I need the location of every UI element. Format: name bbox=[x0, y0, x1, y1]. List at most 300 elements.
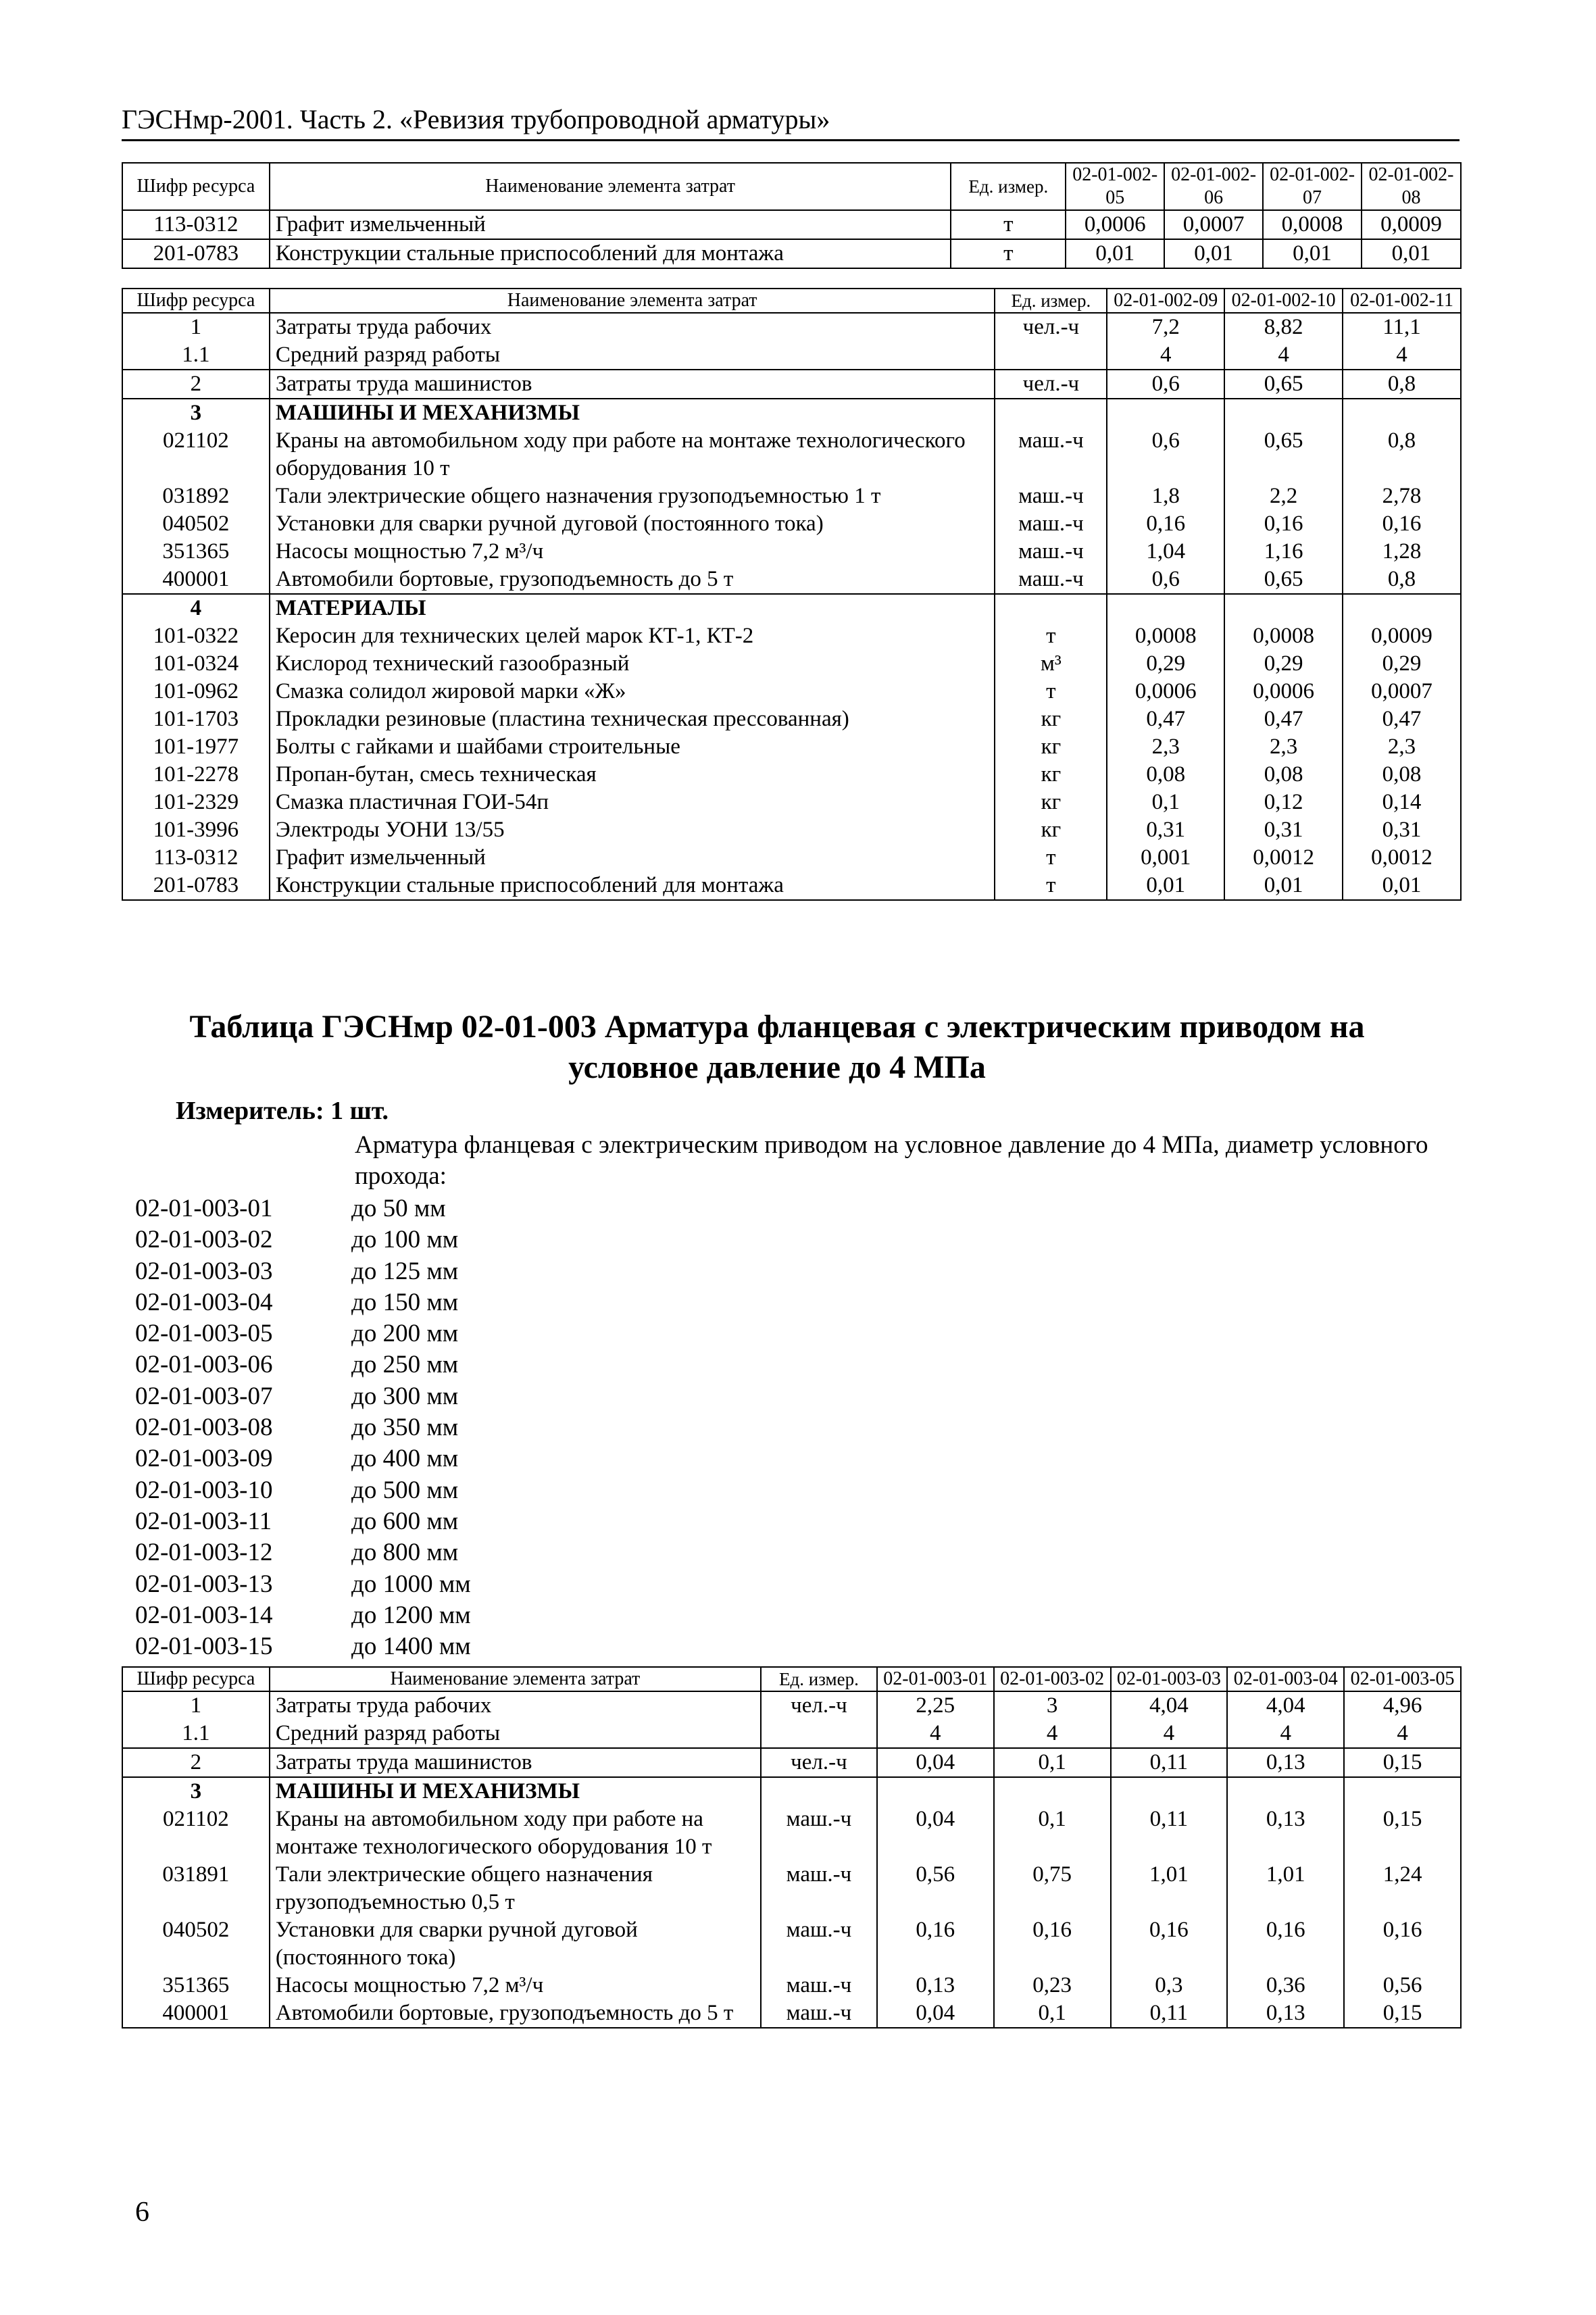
code-list bbox=[135, 1193, 471, 1662]
resource-value: 0,01 bbox=[1343, 872, 1461, 900]
item-code: 02-01-003-10 bbox=[135, 1476, 273, 1504]
resource-name: Насосы мощностью 7,2 м³/ч bbox=[270, 1972, 761, 1999]
table-row bbox=[122, 510, 1461, 538]
resource-value: 0,16 bbox=[994, 1916, 1111, 1972]
list-item bbox=[135, 1224, 471, 1255]
table-row bbox=[122, 872, 1461, 900]
resource-value: 0,29 bbox=[1343, 650, 1461, 678]
resource-unit bbox=[761, 1720, 877, 1748]
list-item bbox=[135, 1443, 471, 1474]
list-item bbox=[135, 1287, 471, 1318]
resource-unit: т bbox=[951, 210, 1066, 239]
resource-code: 113-0312 bbox=[122, 844, 270, 872]
resource-code: 1 bbox=[122, 1691, 270, 1720]
resource-unit: маш.-ч bbox=[761, 1861, 877, 1916]
resource-value: 0,56 bbox=[1344, 1972, 1461, 1999]
resource-value: 0,11 bbox=[1111, 1999, 1228, 2028]
resource-unit: т bbox=[995, 872, 1107, 900]
resource-value: 2,3 bbox=[1224, 733, 1343, 761]
resource-value: 0,15 bbox=[1344, 1999, 1461, 2028]
list-item bbox=[135, 1381, 471, 1412]
resource-code: 101-1977 bbox=[122, 733, 270, 761]
resource-unit: кг bbox=[995, 761, 1107, 789]
resource-value: 0,0009 bbox=[1362, 210, 1461, 239]
item-label: до 250 мм bbox=[351, 1351, 459, 1379]
table-row bbox=[122, 1777, 1461, 1806]
resource-unit: маш.-ч bbox=[995, 427, 1107, 482]
table-row bbox=[122, 1720, 1461, 1748]
resource-code: 1.1 bbox=[122, 1720, 270, 1748]
resource-value: 0,47 bbox=[1343, 705, 1461, 733]
resource-value: 0,13 bbox=[1227, 1748, 1344, 1777]
resource-value: 0,01 bbox=[1263, 239, 1362, 268]
resource-value: 0,6 bbox=[1107, 566, 1224, 594]
section-title-line2: условное давление до 4 МПа bbox=[568, 1049, 986, 1085]
resource-code: 113-0312 bbox=[122, 210, 270, 239]
resource-unit: т bbox=[951, 239, 1066, 268]
resource-value bbox=[994, 1777, 1111, 1806]
resource-code: 101-2278 bbox=[122, 761, 270, 789]
resource-code: 031891 bbox=[122, 1861, 270, 1916]
resource-value: 0,8 bbox=[1343, 427, 1461, 482]
table-row bbox=[122, 705, 1461, 733]
resource-value: 0,36 bbox=[1227, 1972, 1344, 1999]
resource-value: 0,13 bbox=[1227, 1806, 1344, 1861]
list-item bbox=[135, 1412, 471, 1443]
table-row bbox=[122, 594, 1461, 622]
table-row bbox=[122, 538, 1461, 566]
column-header: 02-01-002-09 bbox=[1107, 289, 1224, 313]
resource-value: 2,3 bbox=[1343, 733, 1461, 761]
resource-code: 031892 bbox=[122, 482, 270, 510]
list-item bbox=[135, 1349, 471, 1380]
resource-name: Смазка солидол жировой марки «Ж» bbox=[270, 678, 995, 705]
resource-value: 2,2 bbox=[1224, 482, 1343, 510]
column-header: 02-01-002-07 bbox=[1263, 163, 1362, 210]
resource-unit: кг bbox=[995, 733, 1107, 761]
resource-name: Насосы мощностью 7,2 м³/ч bbox=[270, 538, 995, 566]
resource-value: 0,001 bbox=[1107, 844, 1224, 872]
resource-unit: маш.-ч bbox=[761, 1972, 877, 1999]
item-label: до 500 мм bbox=[351, 1476, 459, 1504]
resource-value: 4 bbox=[877, 1720, 994, 1748]
resource-value: 1,16 bbox=[1224, 538, 1343, 566]
resource-code: 400001 bbox=[122, 566, 270, 594]
column-header: Ед. измер. bbox=[951, 163, 1066, 210]
resource-value: 0,31 bbox=[1107, 816, 1224, 844]
resource-value: 0,16 bbox=[877, 1916, 994, 1972]
resource-table-3 bbox=[122, 1666, 1462, 2028]
resource-value: 0,0007 bbox=[1164, 210, 1263, 239]
resource-table-2 bbox=[122, 288, 1462, 901]
resource-value: 0,8 bbox=[1343, 370, 1461, 399]
resource-value: 4 bbox=[1224, 341, 1343, 370]
table-row bbox=[122, 482, 1461, 510]
resource-unit: маш.-ч bbox=[761, 1806, 877, 1861]
item-label: до 800 мм bbox=[351, 1539, 459, 1567]
resource-value: 4,96 bbox=[1344, 1691, 1461, 1720]
resource-name: МАШИНЫ И МЕХАНИЗМЫ bbox=[270, 1777, 761, 1806]
section-description: Арматура фланцевая с электрическим приводом на условное давление до 4 МПа, диаметр условного прохода: bbox=[355, 1131, 1428, 1190]
resource-unit: кг bbox=[995, 705, 1107, 733]
resource-value: 0,14 bbox=[1343, 789, 1461, 816]
resource-value: 0,16 bbox=[1343, 510, 1461, 538]
item-label: до 150 мм bbox=[351, 1288, 459, 1316]
resource-unit: маш.-ч bbox=[761, 1999, 877, 2028]
resource-unit: чел.-ч bbox=[995, 313, 1107, 341]
resource-value: 0,56 bbox=[877, 1861, 994, 1916]
resource-name: Затраты труда машинистов bbox=[270, 370, 995, 399]
resource-value: 0,12 bbox=[1224, 789, 1343, 816]
resource-value: 0,01 bbox=[1224, 872, 1343, 900]
item-code: 02-01-003-06 bbox=[135, 1351, 273, 1379]
item-code: 02-01-003-03 bbox=[135, 1257, 273, 1285]
resource-value bbox=[1224, 399, 1343, 427]
resource-value: 0,0006 bbox=[1066, 210, 1164, 239]
resource-value: 1,04 bbox=[1107, 538, 1224, 566]
resource-value: 0,16 bbox=[1224, 510, 1343, 538]
resource-value: 0,11 bbox=[1111, 1748, 1228, 1777]
page-header: ГЭСНмр-2001. Часть 2. «Ревизия трубопроводной арматуры» bbox=[122, 103, 1460, 141]
resource-code: 1.1 bbox=[122, 341, 270, 370]
table-header-row bbox=[122, 163, 1461, 210]
resource-code: 021102 bbox=[122, 427, 270, 482]
item-code: 02-01-003-07 bbox=[135, 1382, 273, 1410]
column-header: 02-01-002-05 bbox=[1066, 163, 1164, 210]
table-row bbox=[122, 399, 1461, 427]
item-label: до 1000 мм bbox=[351, 1570, 471, 1598]
section-title bbox=[135, 1007, 1419, 1088]
resource-value: 0,0012 bbox=[1224, 844, 1343, 872]
resource-value: 0,29 bbox=[1107, 650, 1224, 678]
resource-value: 0,6 bbox=[1107, 370, 1224, 399]
item-code: 02-01-003-11 bbox=[135, 1507, 272, 1535]
resource-value: 0,01 bbox=[1066, 239, 1164, 268]
resource-code: 2 bbox=[122, 370, 270, 399]
list-item bbox=[135, 1600, 471, 1631]
resource-value: 2,3 bbox=[1107, 733, 1224, 761]
resource-name: Электроды УОНИ 13/55 bbox=[270, 816, 995, 844]
resource-value: 0,75 bbox=[994, 1861, 1111, 1916]
column-header: 02-01-002-08 bbox=[1362, 163, 1461, 210]
column-header: Наименование элемента затрат bbox=[270, 1667, 761, 1691]
resource-code: 101-0322 bbox=[122, 622, 270, 650]
item-code: 02-01-003-15 bbox=[135, 1633, 273, 1661]
resource-name: Болты с гайками и шайбами строительные bbox=[270, 733, 995, 761]
list-item bbox=[135, 1537, 471, 1568]
item-code: 02-01-003-02 bbox=[135, 1226, 273, 1254]
resource-name: Керосин для технических целей марок КТ-1, КТ-2 bbox=[270, 622, 995, 650]
resource-unit: маш.-ч bbox=[995, 538, 1107, 566]
item-code: 02-01-003-08 bbox=[135, 1414, 273, 1442]
item-label: до 50 мм bbox=[351, 1195, 446, 1222]
resource-value: 0,1 bbox=[1107, 789, 1224, 816]
table-row bbox=[122, 427, 1461, 482]
column-header: 02-01-002-06 bbox=[1164, 163, 1263, 210]
resource-name: Конструкции стальные приспособлений для монтажа bbox=[270, 239, 951, 268]
resource-name: Пропан-бутан, смесь техническая bbox=[270, 761, 995, 789]
resource-code: 040502 bbox=[122, 1916, 270, 1972]
item-label: до 100 мм bbox=[351, 1226, 459, 1254]
column-header: Шифр ресурса bbox=[122, 1667, 270, 1691]
resource-value: 0,08 bbox=[1224, 761, 1343, 789]
table-row bbox=[122, 844, 1461, 872]
column-header: Шифр ресурса bbox=[122, 163, 270, 210]
resource-value: 0,0009 bbox=[1343, 622, 1461, 650]
resource-value: 1,28 bbox=[1343, 538, 1461, 566]
resource-unit: т bbox=[995, 844, 1107, 872]
resource-code: 3 bbox=[122, 1777, 270, 1806]
item-label: до 1400 мм bbox=[351, 1633, 471, 1661]
table-row bbox=[122, 566, 1461, 594]
resource-value: 0,16 bbox=[1107, 510, 1224, 538]
resource-value: 7,2 bbox=[1107, 313, 1224, 341]
resource-name: Установки для сварки ручной дуговой (постоянного тока) bbox=[270, 510, 995, 538]
table-row bbox=[122, 1999, 1461, 2028]
resource-value: 4 bbox=[1111, 1720, 1228, 1748]
resource-value: 0,15 bbox=[1344, 1748, 1461, 1777]
column-header: 02-01-003-01 bbox=[877, 1667, 994, 1691]
column-header: Наименование элемента затрат bbox=[270, 163, 951, 210]
table-row bbox=[122, 341, 1461, 370]
resource-value: 0,16 bbox=[1227, 1916, 1344, 1972]
resource-code: 1 bbox=[122, 313, 270, 341]
resource-value bbox=[1111, 1777, 1228, 1806]
resource-name: Краны на автомобильном ходу при работе на монтаже технологического оборудования 10 т bbox=[270, 427, 995, 482]
resource-value: 4 bbox=[1344, 1720, 1461, 1748]
resource-value: 0,16 bbox=[1344, 1916, 1461, 1972]
page-number: 6 bbox=[135, 2197, 149, 2228]
resource-value: 4 bbox=[1107, 341, 1224, 370]
resource-value: 0,15 bbox=[1344, 1806, 1461, 1861]
item-code: 02-01-003-13 bbox=[135, 1570, 273, 1598]
resource-code: 201-0783 bbox=[122, 239, 270, 268]
resource-value: 0,16 bbox=[1111, 1916, 1228, 1972]
resource-name: Средний разряд работы bbox=[270, 341, 995, 370]
column-header: Шифр ресурса bbox=[122, 289, 270, 313]
resource-name: Графит измельченный bbox=[270, 210, 951, 239]
resource-unit: чел.-ч bbox=[995, 370, 1107, 399]
meter-label: Измеритель: 1 шт. bbox=[176, 1097, 389, 1125]
resource-value: 11,1 bbox=[1343, 313, 1461, 341]
resource-unit: чел.-ч bbox=[761, 1748, 877, 1777]
resource-unit: маш.-ч bbox=[995, 566, 1107, 594]
resource-name: Графит измельченный bbox=[270, 844, 995, 872]
resource-unit bbox=[995, 341, 1107, 370]
table-header-row bbox=[122, 289, 1461, 313]
list-item bbox=[135, 1318, 471, 1349]
resource-value: 4,04 bbox=[1227, 1691, 1344, 1720]
resource-value bbox=[1344, 1777, 1461, 1806]
table-row bbox=[122, 1916, 1461, 1972]
table-row bbox=[122, 370, 1461, 399]
column-header: Ед. измер. bbox=[761, 1667, 877, 1691]
item-label: до 350 мм bbox=[351, 1414, 459, 1442]
item-code: 02-01-003-14 bbox=[135, 1601, 273, 1629]
resource-name: Затраты труда рабочих bbox=[270, 313, 995, 341]
resource-name: Автомобили бортовые, грузоподъемность до 5 т bbox=[270, 566, 995, 594]
table-row bbox=[122, 1972, 1461, 1999]
resource-unit: маш.-ч bbox=[761, 1916, 877, 1972]
resource-table-1 bbox=[122, 162, 1462, 269]
table-header-row bbox=[122, 1667, 1461, 1691]
resource-value: 0,08 bbox=[1343, 761, 1461, 789]
resource-value: 0,47 bbox=[1224, 705, 1343, 733]
list-item bbox=[135, 1569, 471, 1600]
resource-code: 101-0962 bbox=[122, 678, 270, 705]
resource-name: Тали электрические общего назначения грузоподъемностью 0,5 т bbox=[270, 1861, 761, 1916]
resource-value: 0,31 bbox=[1224, 816, 1343, 844]
resource-value: 0,11 bbox=[1111, 1806, 1228, 1861]
resource-name: Кислород технический газообразный bbox=[270, 650, 995, 678]
resource-unit: м³ bbox=[995, 650, 1107, 678]
list-item bbox=[135, 1506, 471, 1537]
resource-value: 0,31 bbox=[1343, 816, 1461, 844]
resource-value: 0,0007 bbox=[1343, 678, 1461, 705]
table-row bbox=[122, 622, 1461, 650]
resource-name: Конструкции стальные приспособлений для монтажа bbox=[270, 872, 995, 900]
resource-code: 040502 bbox=[122, 510, 270, 538]
resource-value: 0,3 bbox=[1111, 1972, 1228, 1999]
resource-unit bbox=[995, 594, 1107, 622]
resource-value: 0,1 bbox=[994, 1999, 1111, 2028]
item-label: до 400 мм bbox=[351, 1445, 459, 1473]
table-row bbox=[122, 210, 1461, 239]
list-item bbox=[135, 1475, 471, 1506]
resource-value: 0,8 bbox=[1343, 566, 1461, 594]
column-header: 02-01-002-10 bbox=[1224, 289, 1343, 313]
resource-code: 101-3996 bbox=[122, 816, 270, 844]
resource-value: 0,01 bbox=[1107, 872, 1224, 900]
resource-code: 021102 bbox=[122, 1806, 270, 1861]
item-code: 02-01-003-09 bbox=[135, 1445, 273, 1473]
resource-unit bbox=[761, 1777, 877, 1806]
resource-unit: т bbox=[995, 678, 1107, 705]
resource-value: 4 bbox=[994, 1720, 1111, 1748]
resource-value bbox=[1107, 594, 1224, 622]
resource-value: 0,0012 bbox=[1343, 844, 1461, 872]
resource-value: 0,0008 bbox=[1224, 622, 1343, 650]
resource-name: Смазка пластичная ГОИ-54п bbox=[270, 789, 995, 816]
resource-code: 101-2329 bbox=[122, 789, 270, 816]
resource-code: 351365 bbox=[122, 538, 270, 566]
resource-value: 0,04 bbox=[877, 1748, 994, 1777]
resource-code: 201-0783 bbox=[122, 872, 270, 900]
resource-value: 3 bbox=[994, 1691, 1111, 1720]
resource-value: 0,29 bbox=[1224, 650, 1343, 678]
resource-value: 4,04 bbox=[1111, 1691, 1228, 1720]
resource-value: 0,1 bbox=[994, 1748, 1111, 1777]
resource-value bbox=[1343, 594, 1461, 622]
column-header: 02-01-003-02 bbox=[994, 1667, 1111, 1691]
resource-unit: кг bbox=[995, 789, 1107, 816]
resource-value: 0,04 bbox=[877, 1806, 994, 1861]
resource-value: 0,47 bbox=[1107, 705, 1224, 733]
resource-name: МАШИНЫ И МЕХАНИЗМЫ bbox=[270, 399, 995, 427]
resource-value: 0,08 bbox=[1107, 761, 1224, 789]
item-code: 02-01-003-01 bbox=[135, 1195, 273, 1222]
table-row bbox=[122, 789, 1461, 816]
resource-value bbox=[877, 1777, 994, 1806]
resource-value: 0,0006 bbox=[1107, 678, 1224, 705]
resource-code: 351365 bbox=[122, 1972, 270, 1999]
resource-value bbox=[1107, 399, 1224, 427]
resource-value: 0,01 bbox=[1164, 239, 1263, 268]
table-row bbox=[122, 678, 1461, 705]
item-code: 02-01-003-04 bbox=[135, 1288, 273, 1316]
table-row bbox=[122, 650, 1461, 678]
resource-value: 0,0008 bbox=[1263, 210, 1362, 239]
column-header: 02-01-002-11 bbox=[1343, 289, 1461, 313]
resource-name: Затраты труда машинистов bbox=[270, 1748, 761, 1777]
resource-code: 3 bbox=[122, 399, 270, 427]
resource-value: 1,01 bbox=[1227, 1861, 1344, 1916]
resource-value: 0,1 bbox=[994, 1806, 1111, 1861]
resource-name: Прокладки резиновые (пластина техническая прессованная) bbox=[270, 705, 995, 733]
resource-unit: кг bbox=[995, 816, 1107, 844]
resource-unit bbox=[995, 399, 1107, 427]
resource-value bbox=[1227, 1777, 1344, 1806]
resource-value: 2,25 bbox=[877, 1691, 994, 1720]
resource-unit: маш.-ч bbox=[995, 482, 1107, 510]
resource-name: Тали электрические общего назначения грузоподъемностью 1 т bbox=[270, 482, 995, 510]
item-label: до 300 мм bbox=[351, 1382, 459, 1410]
resource-value: 4 bbox=[1227, 1720, 1344, 1748]
resource-value: 0,65 bbox=[1224, 566, 1343, 594]
resource-value: 0,13 bbox=[1227, 1999, 1344, 2028]
resource-name: Краны на автомобильном ходу при работе на монтаже технологического оборудования 10 т bbox=[270, 1806, 761, 1861]
item-code: 02-01-003-12 bbox=[135, 1539, 273, 1567]
resource-name: Затраты труда рабочих bbox=[270, 1691, 761, 1720]
table-row bbox=[122, 733, 1461, 761]
resource-name: Установки для сварки ручной дуговой (постоянного тока) bbox=[270, 1916, 761, 1972]
resource-code: 2 bbox=[122, 1748, 270, 1777]
list-item bbox=[135, 1193, 471, 1224]
resource-value: 0,6 bbox=[1107, 427, 1224, 482]
resource-value: 4 bbox=[1343, 341, 1461, 370]
resource-code: 101-1703 bbox=[122, 705, 270, 733]
resource-value: 0,01 bbox=[1362, 239, 1461, 268]
column-header: Наименование элемента затрат bbox=[270, 289, 995, 313]
item-label: до 125 мм bbox=[351, 1257, 459, 1285]
item-label: до 1200 мм bbox=[351, 1601, 471, 1629]
resource-value: 8,82 bbox=[1224, 313, 1343, 341]
column-header: 02-01-003-03 bbox=[1111, 1667, 1228, 1691]
table-row bbox=[122, 761, 1461, 789]
column-header: Ед. измер. bbox=[995, 289, 1107, 313]
resource-code: 400001 bbox=[122, 1999, 270, 2028]
resource-value: 0,0008 bbox=[1107, 622, 1224, 650]
resource-name: МАТЕРИАЛЫ bbox=[270, 594, 995, 622]
item-label: до 600 мм bbox=[351, 1507, 459, 1535]
list-item bbox=[135, 1631, 471, 1662]
resource-value: 2,78 bbox=[1343, 482, 1461, 510]
table-row bbox=[122, 1806, 1461, 1861]
table-row bbox=[122, 239, 1461, 268]
table-row bbox=[122, 313, 1461, 341]
resource-value: 0,65 bbox=[1224, 427, 1343, 482]
resource-value: 0,13 bbox=[877, 1972, 994, 1999]
resource-unit: чел.-ч bbox=[761, 1691, 877, 1720]
resource-value: 0,0006 bbox=[1224, 678, 1343, 705]
list-item bbox=[135, 1256, 471, 1287]
resource-value: 1,8 bbox=[1107, 482, 1224, 510]
resource-value bbox=[1224, 594, 1343, 622]
column-header: 02-01-003-04 bbox=[1227, 1667, 1344, 1691]
table-row bbox=[122, 1748, 1461, 1777]
table-row bbox=[122, 1861, 1461, 1916]
resource-name: Автомобили бортовые, грузоподъемность до 5 т bbox=[270, 1999, 761, 2028]
